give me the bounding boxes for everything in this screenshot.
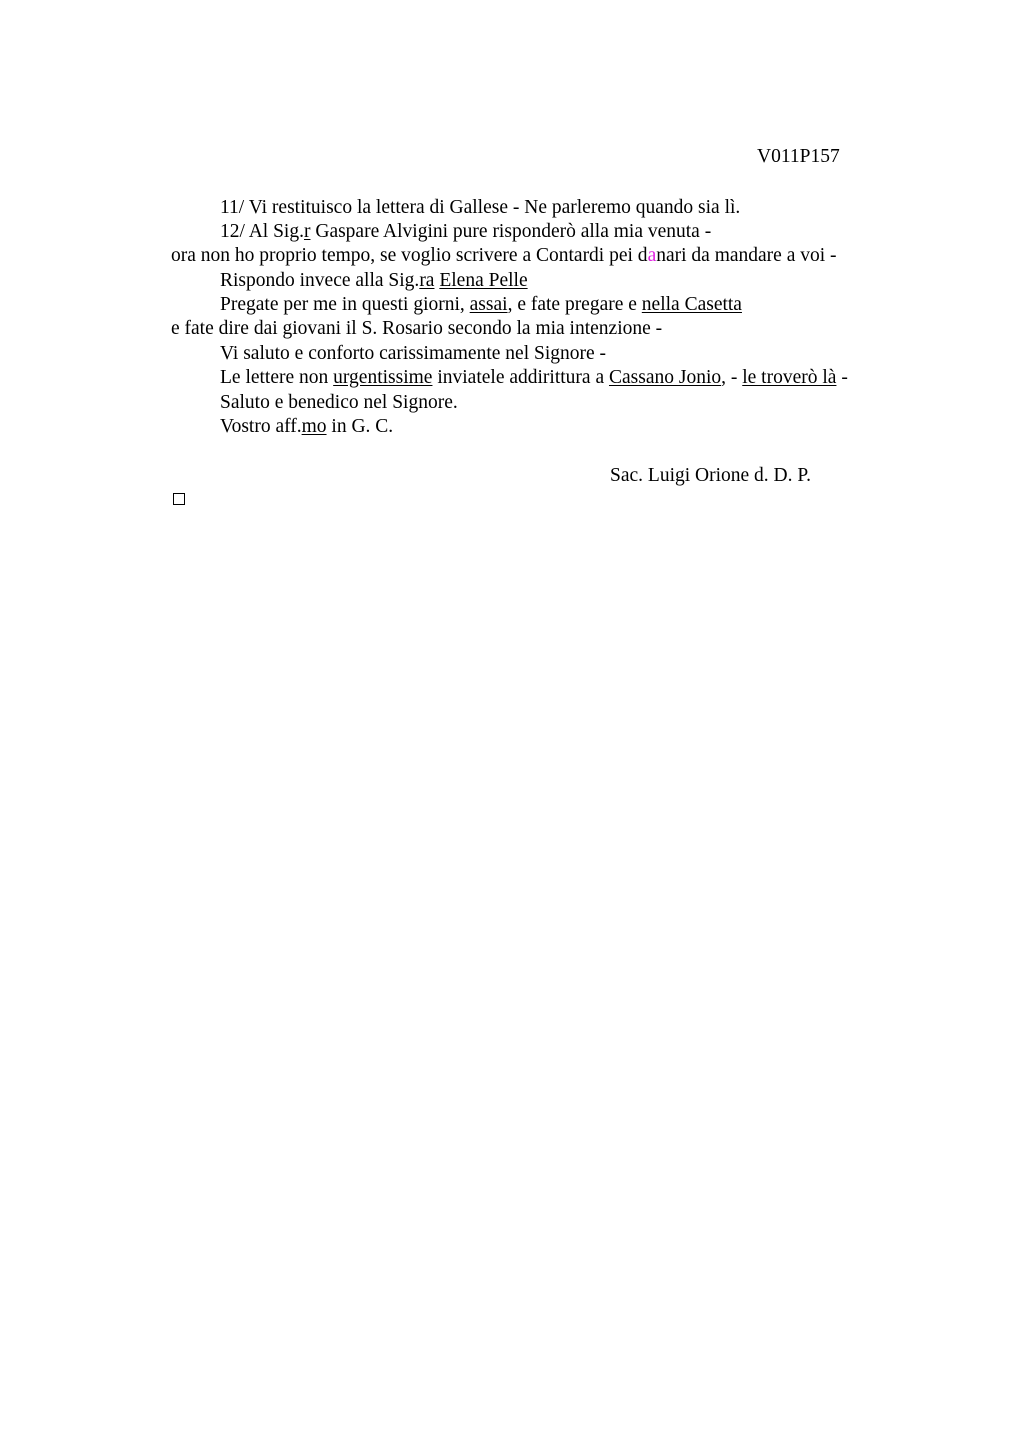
- letter-line-7: Vi saluto e conforto carissimamente nel Signore -: [220, 343, 607, 364]
- page-reference: V011P157: [757, 146, 840, 167]
- letter-line-5: Pregate per me in questi giorni, assai, e fate pregare e nella Casetta: [220, 294, 742, 315]
- letter-line-3: ora non ho proprio tempo, se voglio scrivere a Contardi pei danari da mandare a voi -: [171, 245, 837, 266]
- checkbox-glyph-icon: [173, 493, 185, 505]
- letter-line-8: Le lettere non urgentissime inviatele addirittura a Cassano Jonio, - le troverò là -: [220, 367, 848, 388]
- letter-line-6: e fate dire dai giovani il S. Rosario secondo la mia intenzione -: [171, 318, 663, 339]
- signature: Sac. Luigi Orione d. D. P.: [610, 465, 811, 486]
- correction-mark: a: [647, 245, 657, 266]
- letter-line-1: 11/ Vi restituisco la lettera di Gallese - Ne parleremo quando sia lì.: [220, 197, 741, 218]
- letter-line-10: Vostro aff.mo in G. C.: [220, 416, 394, 437]
- letter-line-9: Saluto e benedico nel Signore.: [220, 392, 458, 413]
- letter-line-2: 12/ Al Sig.r Gaspare Alvigini pure risponderò alla mia venuta -: [220, 221, 712, 242]
- letter-line-4: Rispondo invece alla Sig.ra Elena Pelle: [220, 270, 528, 291]
